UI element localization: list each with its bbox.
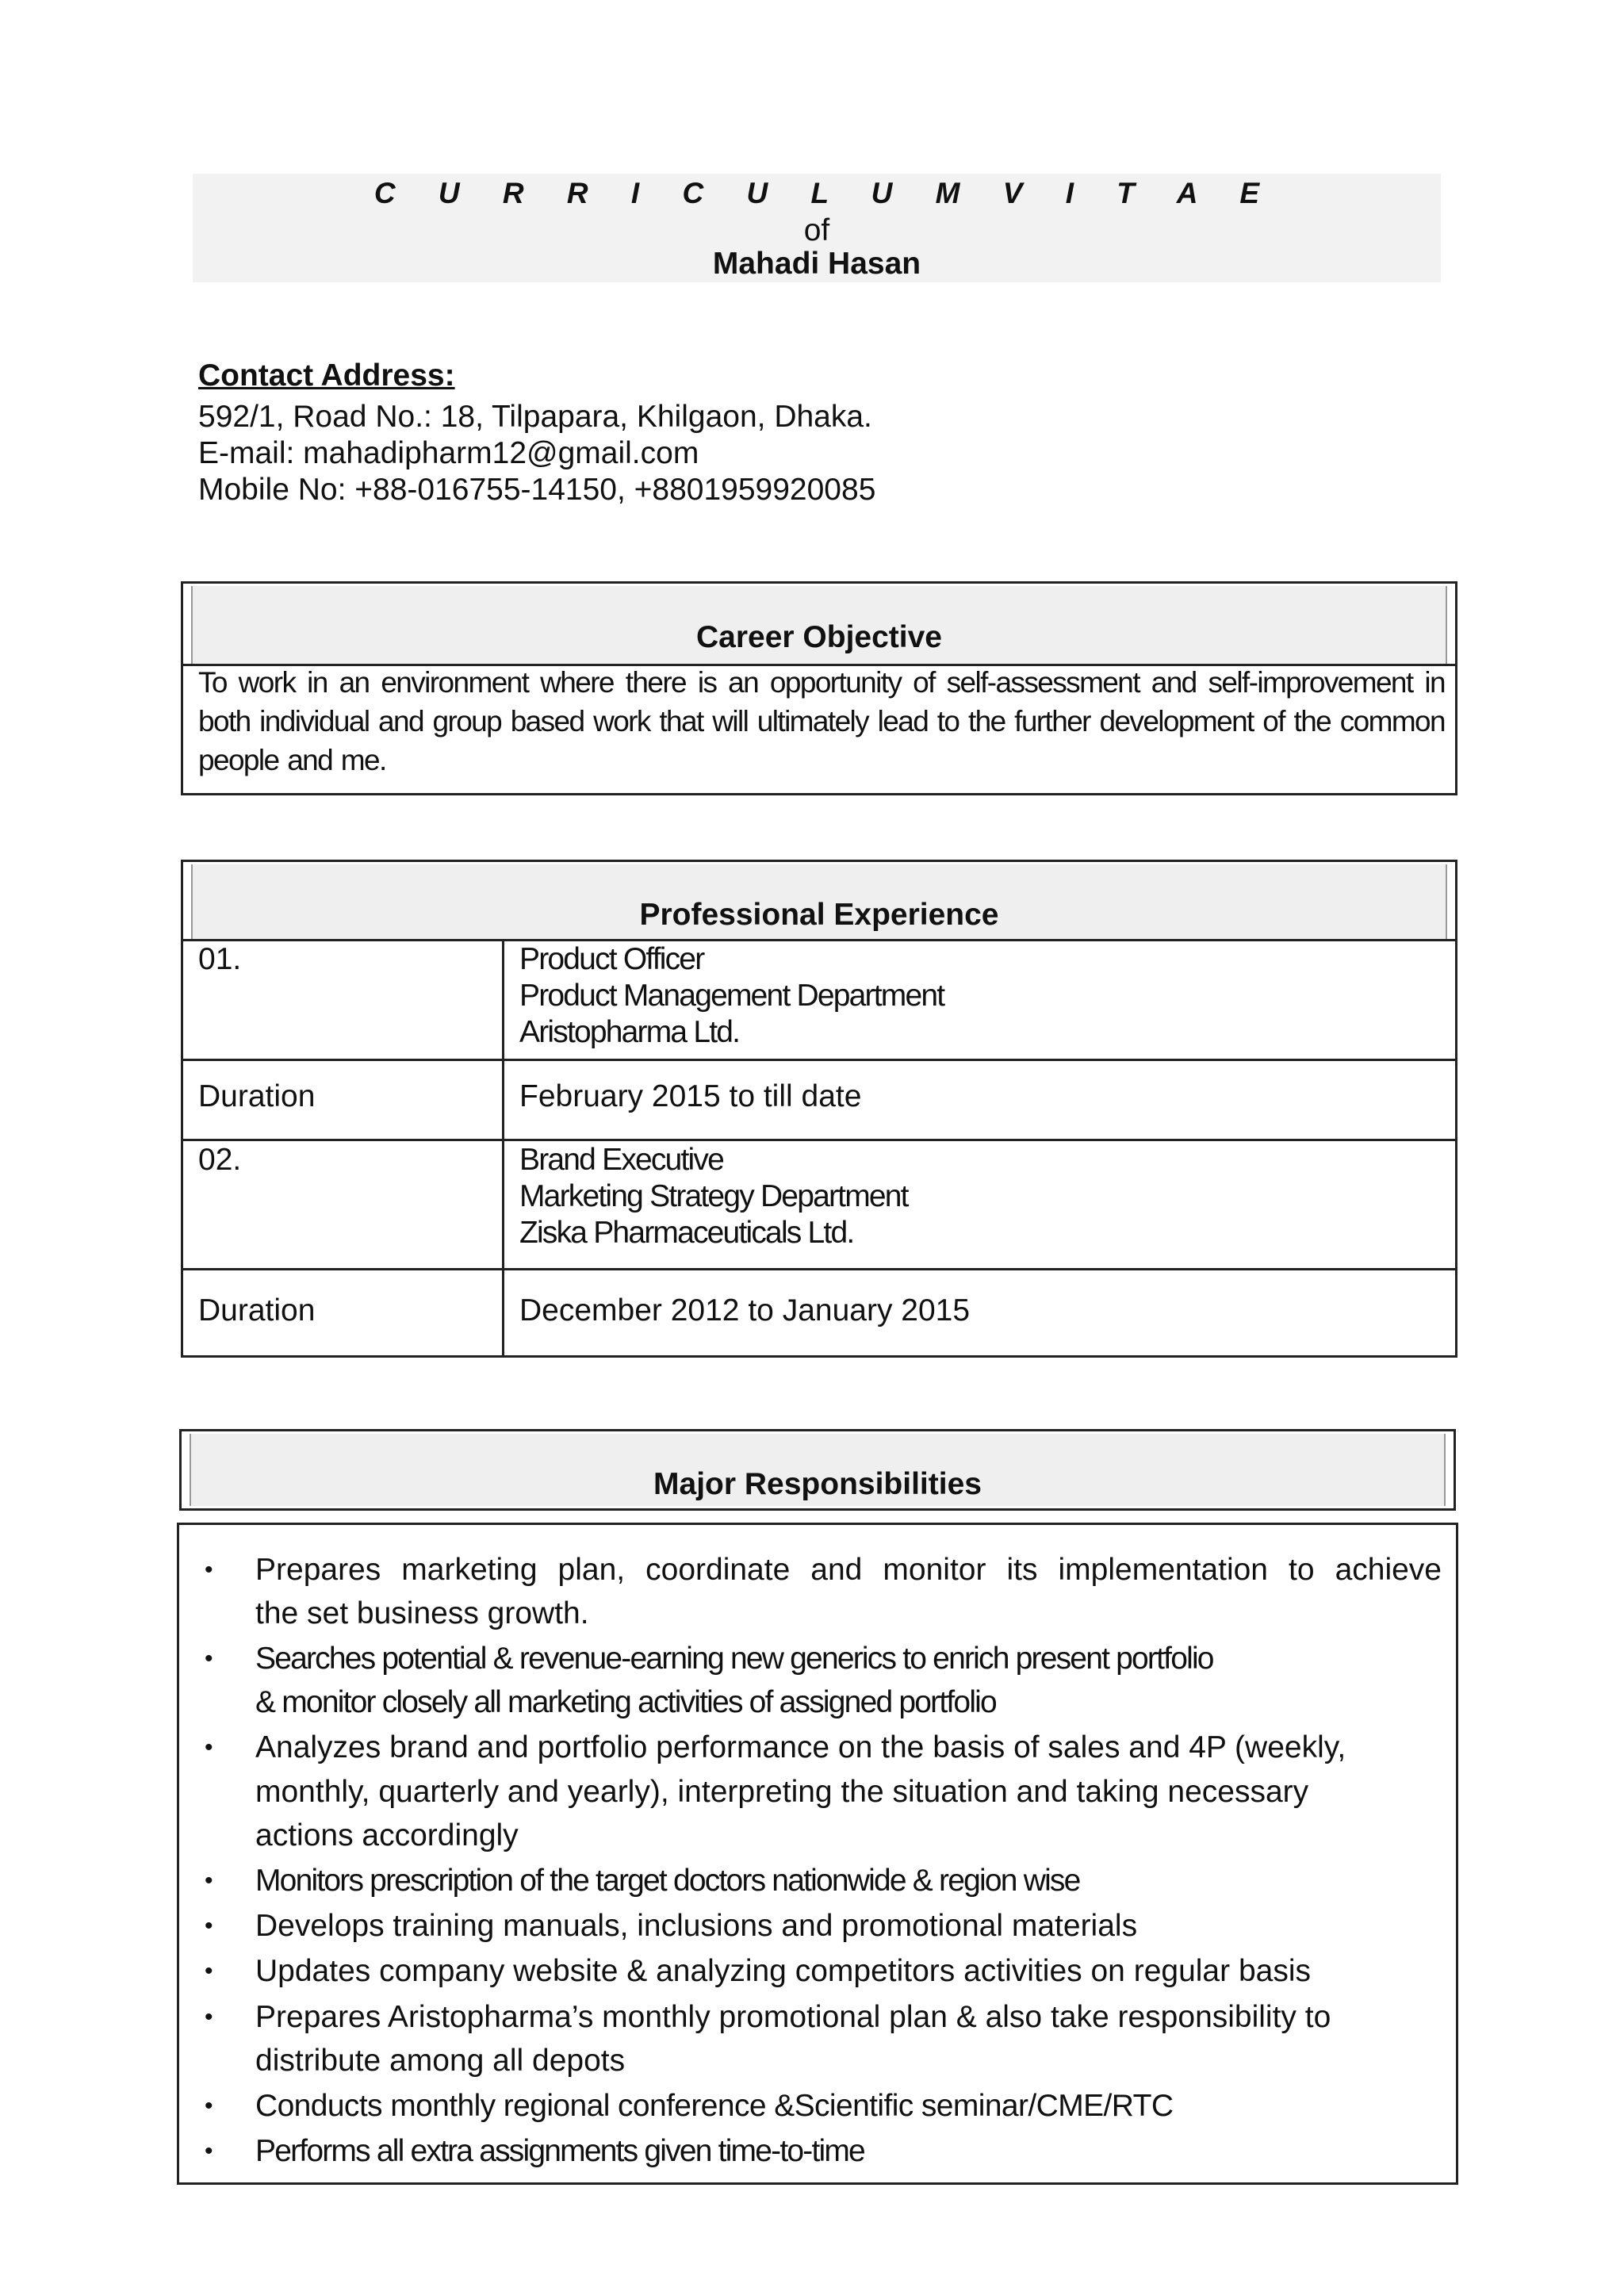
contact-email: E-mail: mahadipharm12@gmail.com [198, 436, 699, 470]
bullet-icon: • [205, 2004, 213, 2030]
experience-department: Marketing Strategy Department [519, 1179, 908, 1213]
cv-title-of: of [803, 213, 830, 247]
list-item [179, 1726, 1456, 1856]
responsibility-line: Updates company website & analyzing competitors activities on regular basis [255, 1954, 1311, 1988]
list-item [179, 1859, 1456, 1902]
experience-company: Aristopharma Ltd. [519, 1015, 740, 1049]
responsibility-line: Analyzes brand and portfolio performance on the basis of sales and 4P (weekly, [255, 1730, 1346, 1764]
cv-title: C U R R I C U L U M V I T A E [373, 177, 1277, 209]
career-objective-heading: Career Objective [695, 620, 942, 654]
experience-position: Product Officer [519, 942, 704, 976]
responsibilities-heading: Major Responsibilities [653, 1467, 982, 1501]
bullet-icon: • [205, 1958, 213, 1984]
list-item [179, 1904, 1456, 1948]
responsibility-line: Searches potential & revenue-earning new generics to enrich present portfolio [255, 1642, 1213, 1676]
bullet-icon: • [205, 1868, 213, 1894]
bullet-icon: • [205, 1734, 213, 1761]
responsibility-line: Performs all extra assignments given time-to-time [255, 2134, 864, 2168]
contact-address: 592/1, Road No.: 18, Tilpapara, Khilgaon, Dhaka. [198, 400, 872, 434]
experience-company: Ziska Pharmaceuticals Ltd. [519, 1216, 854, 1250]
bullet-icon: • [205, 2138, 213, 2164]
experience-number: 02. [198, 1143, 242, 1177]
list-item [179, 2084, 1456, 2128]
responsibility-line: the set business growth. [255, 1596, 589, 1630]
responsibility-line: distribute among all depots [255, 2044, 626, 2078]
bullet-icon: • [205, 2093, 213, 2119]
responsibility-line: & monitor closely all marketing activities of assigned portfolio [255, 1685, 996, 1719]
responsibility-line: Develops training manuals, inclusions and promotional materials [255, 1909, 1138, 1943]
experience-heading: Professional Experience [639, 898, 999, 932]
cv-title-block [193, 174, 1441, 282]
career-objective-text: To work in an environment where there is an opportunity of self-assessment and self-improvement in both individual and group based work that will ultimately lead to the further development of the common people and me. [198, 666, 1445, 776]
experience-number: 01. [198, 942, 242, 976]
experience-duration-label: Duration [198, 1293, 316, 1328]
candidate-name: Mahadi Hasan [712, 247, 921, 281]
contact-heading: Contact Address: [198, 358, 455, 393]
experience-department: Product Management Department [519, 979, 944, 1013]
bullet-icon: • [205, 1913, 213, 1939]
list-item [179, 1637, 1456, 1724]
list-item [179, 1995, 1456, 2082]
bullet-icon: • [205, 1557, 213, 1583]
experience-duration-label: Duration [198, 1079, 316, 1113]
responsibilities-list [179, 1526, 1456, 2182]
responsibility-line: Monitors prescription of the target doctors nationwide & region wise [255, 1864, 1080, 1898]
contact-mobile: Mobile No: +88-016755-14150, +8801959920085 [198, 473, 876, 507]
list-item [179, 1949, 1456, 1993]
list-item [179, 1548, 1456, 1635]
list-item [179, 2129, 1456, 2173]
experience-duration: December 2012 to January 2015 [519, 1293, 971, 1328]
responsibility-line: Prepares Aristopharma’s monthly promotional plan & also take responsibility to [255, 2000, 1331, 2034]
responsibility-line: Prepares marketing plan, coordinate and monitor its implementation to achieve [255, 1553, 1442, 1587]
responsibility-line: Conducts monthly regional conference &Scientific seminar/CME/RTC [255, 2089, 1174, 2123]
experience-duration: February 2015 to till date [519, 1079, 862, 1113]
responsibility-line: actions accordingly [255, 1818, 519, 1852]
bullet-icon: • [205, 1646, 213, 1672]
experience-position: Brand Executive [519, 1143, 723, 1177]
responsibility-line: monthly, quarterly and yearly), interpreting the situation and taking necessary [255, 1775, 1309, 1809]
responsibilities-heading-box [179, 1429, 1456, 1511]
